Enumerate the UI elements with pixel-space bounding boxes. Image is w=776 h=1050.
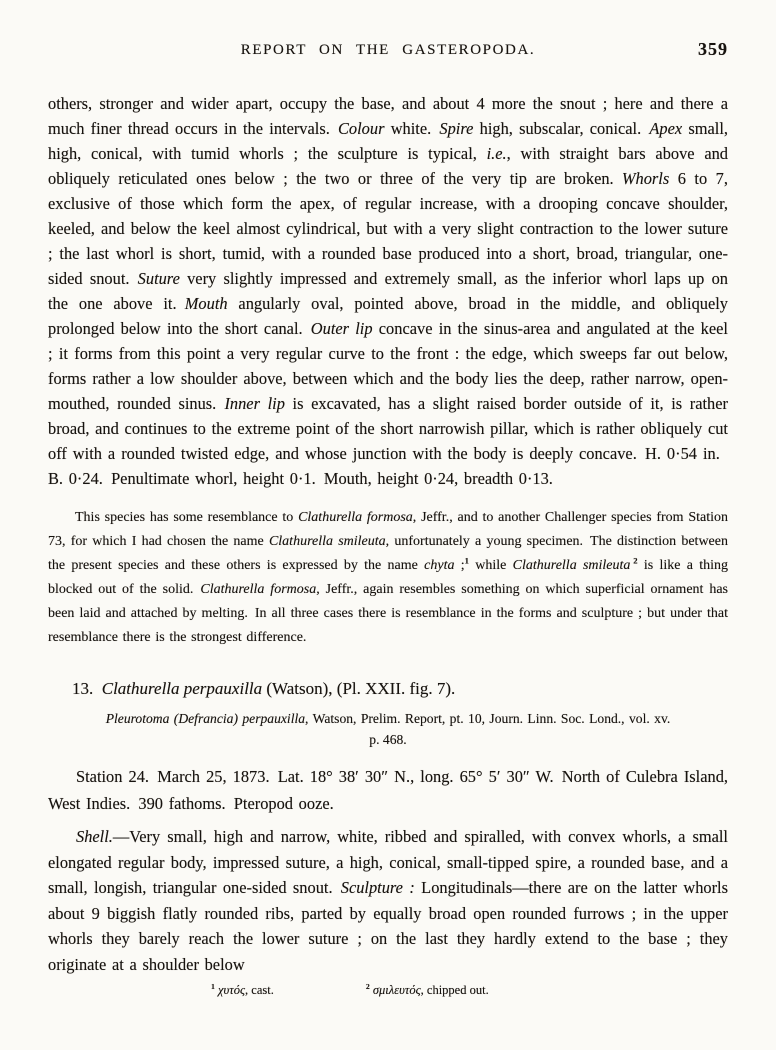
footnote-1: $^1$ χυτός, cast. [211, 981, 274, 997]
paragraph-shell-description: Shell.—Very small, high and narrow, white, ribbed and spiralled, with convex whorls, a small elongated regular body, impressed suture, a high, conical, small-tipped spire, a rounded base, and a small, longish, triangular one-sided snout. Sculpture : Longitudinals—there are on the latter whorls about 9 biggish flatly rounded ribs, parted by equally broad open rounded furrows ; in the upper whorls they barely reach the lower suture ; on the last they hardly extend to the base ; they originate at a shoulder below [48, 827, 728, 974]
synonymy-citation: Pleurotoma (Defrancia) perpauxilla, Watson, Prelim. Report, pt. 10, Journ. Linn. Soc. Lond., vol. xv. [105, 711, 671, 726]
synonymy-citation-page: p. 468. [369, 732, 407, 747]
page-number: 359 [698, 39, 728, 59]
paragraph-remarks-small-type: This species has some resemblance to Clathurella formosa, Jeffr., and to another Challenger species from Station 73, for which I had chosen the name Clathurella smileuta, unfortunately a young specimen. The distinction between the present species and these others is expressed by the name chyta ;$^1$ while Clathurella smileuta $^2$ is like a thing blocked out of the solid. Clathurella formosa, Jeffr., again resembles something on which superficial ornament has been laid and attached by melting. In all three cases there is resemblance in the forms and sculpture ; but under that resemblance there is the strongest difference. [48, 510, 729, 645]
paragraph-station-record: Station 24. March 25, 1873. Lat. 18° 38′ 30″ N., long. 65° 5′ 30″ W. North of Culebra Island, West Indies. 390 fathoms. Pteropod ooze. [48, 767, 728, 813]
running-head: REPORT ON THE GASTEROPODA. [240, 42, 536, 58]
paragraph-species-description: others, stronger and wider apart, occupy the base, and about 4 more the snout ; here and there a much finer thread occurs in the intervals. Colour white. Spire high, subscalar, conical. Apex small, high, conical, with tumid whorls ; the sculpture is typical, i.e., with straight bars above and obliquely reticulated ones below ; the two or three of the very tip are broken. Whorls 6 to 7, exclusive of those which form the apex, of regular increase, with a drooping concave shoulder, keeled, and below the keel almost cylindrical, but with a very slight contraction to the lower suture ; the last whorl is short, tumid, with a rounded base produced into a short, broad, triangular, one-sided snout. Suture very slightly impressed and extremely small, as the inferior whorl laps up on the one above it. Mouth angularly oval, pointed above, broad in the middle, and obliquely prolonged below into the short canal. Outer lip concave in the sinus-area and angulated at the keel ; it forms from this point a very regular curve to the front : the edge, which sweeps far out below, forms rather a low shoulder above, between which and the body lies the deep, rather narrow, open-mouthed, rounded sinus. Inner lip is excavated, has a slight raised border outside of it, is rather broad, and continues to the extreme point of the short narrowish pillar, which is rather obliquely cut off with a rounded twisted edge, and whose junction with the body is deeply concave. H. 0·54 in. B. 0·24. Penultimate whorl, height 0·1. Mouth, height 0·24, breadth 0·13. [48, 94, 728, 488]
page-header [48, 39, 728, 64]
species-heading: 13. Clathurella perpauxilla (Watson), (Pl. XXII. fig. 7). [72, 679, 456, 698]
footnote-2: $^2$ σμιλευτός, chipped out. [365, 981, 489, 997]
footnotes [48, 983, 728, 998]
